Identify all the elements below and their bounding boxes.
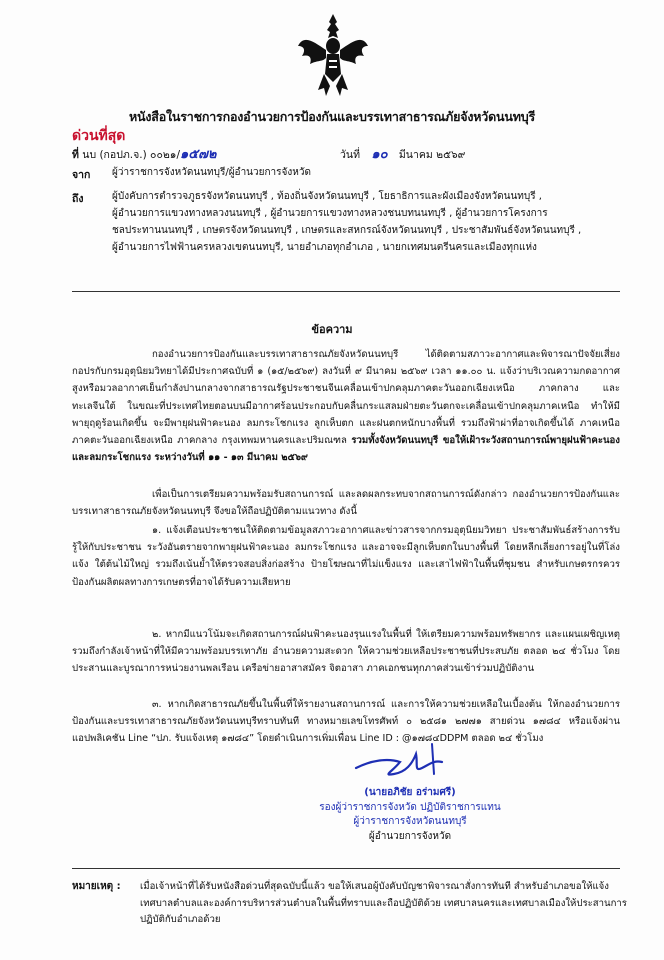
to-label: ถึง: [72, 193, 84, 205]
recipient-line: ผู้อำนวยการแขวงทางหลวงนนทบุรี , ผู้อำนวยการแขวงทางหลวงชนบทนนทบุรี , ผู้อำนวยการโครงการ: [112, 208, 548, 219]
paragraph-situation-text: กองอำนวยการป้องกันและบรรเทาสาธารณภัยจังหวัดนนทบุรี ได้ติดตามสภาวะอากาศและพิจารณาปัจจัยเสี่ยง กอปรกับกรมอุตุนิยมวิทยาได้มีประกาศฉบับที่ ๑ (๑๕/๒๕๖๙) ลงวันที่ ๙ มีนาคม ๒๕๖๙ เวลา ๑๑.๐๐ น. แจ้งว่าบริเวณความกดอากาศสูงหรือมวลอากาศเย็นกำลังปานกลางจากสาธารณรัฐประชาชนจีนเคลื่อนเข้าปกคลุมภาคตะวันออกเฉียงเหนือ ภาคกลาง และทะเลจีนใต้ ในขณะที่ประเทศไทยตอนบนมีอากาศร้อนประกอบกับคลื่นกระแสลมฝ่ายตะวันตกจะเคลื่อนเข้าปกคลุมภาคเหนือ ทำให้มีพายุฤดูร้อนเกิดขึ้น จะมีพายุฝนฟ้าคะนอง ลมกระโชกแรง ลูกเห็บตก และฝนตกหนักบางพื้นที่ รวมถึงฟ้าผ่าที่อาจเกิดขึ้นได้ ภาคเหนือ ภาคตะวันออกเฉียงเหนือ ภาคกลาง กรุงเทพมหานครและปริมณฑล: [72, 349, 620, 447]
signatory-title: ผู้ว่าราชการจังหวัดนนทบุรี: [353, 816, 467, 827]
paragraph-situation-emphasis: รวมทั้งจังหวัดนนทบุรี ขอให้เฝ้าระวังสถานการณ์พายุฝนฟ้าคะนอง และลมกระโชกแรง ระหว่างวันที่ ๑๑ - ๑๓ มีนาคม ๒๕๖๙: [72, 435, 620, 464]
signatory-title: ผู้อำนวยการจังหวัด: [368, 830, 452, 842]
signature-mark: [342, 738, 462, 782]
divider: [72, 868, 620, 869]
recipient-line: ผู้อำนวยการไฟฟ้านครหลวงเขตนนทบุรี, นายอำเภอทุกอำเภอ , นายกเทศมนตรีนครและเมืองทุกแห่ง: [112, 242, 537, 253]
signatory-name: (นายอภิชัย อร่ามศรี): [364, 787, 456, 798]
urgency-stamp: ด่วนที่สุด: [72, 128, 126, 144]
guideline-item-2-text: ๒. หากมีแนวโน้มจะเกิดสถานการณ์ฝนฟ้าคะนองรุนแรงในพื้นที่ ให้เตรียมความพร้อมทรัพยากร และแผนเผชิญเหตุ รวมถึงกำลังเจ้าหน้าที่ให้มีความพร้อมบรรเทาภัย อำนวยความสะดวก ให้ความช่วยเหลือประชาชนที่ประสบภัย ตลอด ๒๔ ชั่วโมง โดยประสานและบูรณาการหน่วยงานพลเรือน เครือข่ายอาสาสมัคร จิตอาสา ภาคเอกชนทุกภาคส่วนเข้าร่วมปฏิบัติงาน: [72, 629, 620, 675]
date-month-year: มีนาคม ๒๕๖๙: [398, 149, 466, 161]
paragraph-situation: [72, 346, 620, 466]
section-title: ข้อความ: [311, 323, 353, 336]
to-recipients: [112, 188, 612, 256]
letter-heading: หนังสือในราชการกองอำนวยการป้องกันและบรรเทาสาธารณภัยจังหวัดนนทบุรี: [128, 109, 536, 124]
guideline-item-2: [72, 626, 620, 678]
recipient-line: ชลประทานนนทบุรี , เกษตรจังหวัดนนทบุรี , เกษตรและสหกรณ์จังหวัดนนทบุรี , ประชาสัมพันธ์จังหวัดนนทบุรี ,: [112, 225, 582, 236]
guideline-item-1: [72, 522, 620, 591]
note-label: หมายเหตุ :: [72, 881, 121, 892]
signatory-title: รองผู้ว่าราชการจังหวัด ปฏิบัติราชการแทน: [319, 801, 501, 813]
guideline-item-1-text: ๑. แจ้งเตือนประชาชนให้ติดตามข้อมูลสภาวะอากาศและข่าวสารจากกรมอุตุนิยมวิทยา ประชาสัมพันธ์สร้างการรับรู้ให้กับประชาชน ระวังอันตรายจากพายุฝนฟ้าคะนอง ลมกระโชกแรง และอาจจะมีลูกเห็บตกในบางพื้นที่ โดยหลีกเลี่ยงการอยู่ในที่โล่งแจ้ง ใต้ต้นไม้ใหญ่ รวมถึงเน้นย้ำให้ตรวจสอบสิ่งก่อสร้าง ป้ายโฆษณาที่ไม่แข็งแรง และเสาไฟฟ้าในพื้นที่ชุมชน สำหรับเกษตรกรควรป้องกันผลิตผลทางการเกษตรที่อาจได้รับความเสียหาย: [72, 525, 620, 588]
from-label: จาก: [72, 169, 91, 181]
reference-label: ที่: [72, 149, 79, 161]
guideline-item-3-text: ๓. หากเกิดสาธารณภัยขึ้นในพื้นที่ให้รายงานสถานการณ์ และการให้ความช่วยเหลือในเบื้องต้น ให้กองอำนวยการป้องกันและบรรเทาสาธารณภัยจังหวัดนนทบุรีทราบทันที ทางหมายเลขโทรศัพท์ ๐ ๒๕๘๑ ๒๗๗๑ สายด่วน ๑๗๘๔ หรือแจ้งผ่าน แอปพลิเคชัน Line “ปภ. รับแจ้งเหตุ ๑๗๘๔” โดยดำเนินการเพิ่มเพื่อน Line ID : @๑๗๘๔DDPM ตลอด ๒๔ ชั่วโมง: [72, 699, 620, 745]
date-label: วันที่: [340, 149, 360, 161]
signature-block: [300, 786, 520, 844]
date-day-handwritten: ๑๐: [371, 147, 388, 162]
divider: [72, 291, 620, 292]
date-line: [340, 143, 465, 164]
reference-number: นบ (กอปภ.จ.) ๐๐๒๑/: [82, 149, 180, 161]
garuda-emblem-icon: [296, 12, 370, 98]
paragraph-purpose-text: เพื่อเป็นการเตรียมความพร้อมรับสถานการณ์ และลดผลกระทบจากสถานการณ์ดังกล่าว กองอำนวยการป้องกันและบรรเทาสาธารณภัยจังหวัดนนทบุรี จึงขอให้ถือปฏิบัติตามแนวทาง ดังนี้: [72, 489, 620, 518]
note-text: เมื่อเจ้าหน้าที่ได้รับหนังสือด่วนที่สุดฉบับนี้แล้ว ขอให้เสนอผู้บังคับบัญชาพิจารณาสั่งการทันที สำหรับอำเภอขอให้แจ้งเทศบาลตำบลและองค์การบริหารส่วนตำบลในพื้นที่ทราบและถือปฏิบัติด้วย เทศบาลนครและเทศบาลเมืองให้ประสานการปฏิบัติกับอำเภอด้วย: [140, 881, 627, 925]
from-value: ผู้ว่าราชการจังหวัดนนทบุรี/ผู้อำนวยการจังหวัด: [112, 167, 311, 178]
paragraph-purpose: [72, 486, 620, 520]
recipient-line: ผู้บังคับการตำรวจภูธรจังหวัดนนทบุรี , ท้องถิ่นจังหวัดนนทบุรี , โยธาธิการและผังเมืองจังหวัดนนทบุรี ,: [112, 191, 542, 202]
reference-handwritten: ๑๕๗๒: [180, 147, 217, 162]
reference-line: [72, 143, 216, 164]
